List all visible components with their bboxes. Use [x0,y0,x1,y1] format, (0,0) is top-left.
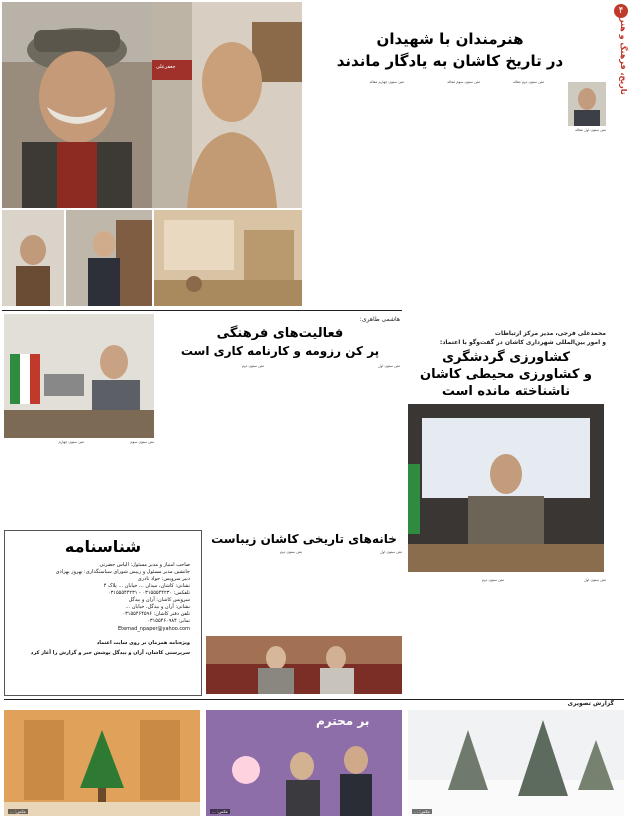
shenasnameh-row: صاحب امتیاز و مدیر مسئول: الیاس حضرتی [99,562,190,568]
official-desk-photo [4,314,154,438]
right-body-col-1: متن ستون اول [584,578,606,582]
photo-report-rule [4,699,624,700]
shenasnameh-row: دبیر سرویس: جواد نادری [137,576,190,582]
museum-room-photo [154,210,302,306]
lead-body-col-1: متن ستون اول مقاله [575,128,606,132]
shenasnameh-title: شناسنامه [64,537,142,556]
shenasnameh-row: نمابر: ۰۳۱۵۵۴۶۰۹۸۴ [147,618,190,624]
lead-body-col-4: متن ستون چهارم مقاله [369,80,404,84]
left-title-line2: پر کن رزومه و کارنامه کاری است [180,344,380,358]
right-kicker: محمدعلی فرجی، مدیر مرکز ارتباطات [494,330,606,337]
side-band [612,0,630,250]
photo-caption: عکس: ... [10,809,27,814]
photo-caption: عکس: ... [212,809,229,814]
official-interview-photo [408,404,604,572]
left-title: فعالیت‌های فرهنگی [216,326,344,341]
side-band-label: تاریخ، فرهنگ و هنر [619,18,628,95]
photo-report-label: گزارش تصویری [567,700,614,707]
ceremony-photo [206,710,402,816]
shenasnameh-row: نشانی: آران و بیدگل، خیابان ... [125,604,190,610]
visitor-photo [66,210,152,306]
left-body-col-4: متن ستون چهارم [58,440,84,444]
right-title-line2: و کشاورزی محیطی کاشان [419,367,593,382]
house-visit-photo [206,636,402,694]
shenasnameh-site-note: ویژه‌نامه همزمان بر روی سایت اعتماد [96,640,190,646]
snow-photo [408,710,624,816]
courtyard-tree-photo [4,710,200,816]
lead-title-line2: در تاریخ کاشان به یادگار ماندند [336,52,564,70]
boy-photo [2,210,64,306]
shenasnameh-row: سرویس کاشان: آران و بیدگل [128,597,190,603]
shenasnameh-note: سرپرستی کاشان، آران و بیدگل پوشش خبر و گزارش را آغاز کرد [30,650,190,656]
right-body-col-2: متن ستون دوم [481,578,504,582]
shenasnameh-row: تلفکس: ۰۳۱۵۵۵۴۴۲۳۰ - ۰۳۱۵۵۵۴۴۲۳۱ [107,590,190,596]
shenasnameh-row: تلفن دفتر کاشان: ۰۳۱۵۵۴۶۴۵۹۶ [122,611,190,617]
house-body-col-2: متن ستون دوم [279,550,302,554]
lead-body-col-3: متن ستون سوم مقاله [447,80,480,84]
house-title: خانه‌های تاریخی کاشان زیباست [211,532,397,546]
lead-body-col-2: متن ستون دوم مقاله [512,80,544,84]
shenasnameh-row: جانشین مدیر مسئول و رییس شورای سیاستگذاری: بهروز بهزادی [55,569,190,575]
bust-sculpture-photo [152,2,302,208]
booth-label: جعفرعلی [156,64,176,70]
right-title-line3: ناشناخته مانده است [441,384,571,399]
lead-title: هنرمندان با شهیدان [376,30,524,48]
right-title: کشاورزی گردشگری [442,350,570,365]
shenasnameh-row: نشانی: کاشان، میدان ... خیابان ... پلاک ۴ [103,583,190,589]
author-portrait-photo [568,82,606,126]
right-kicker-line2: و امور بین‌المللی شهرداری کاشان در گفت‌وگو با اعتماد: [439,339,606,346]
page-number: ۴ [614,4,628,18]
banner-text: بر محترم [316,714,370,728]
house-body-col-1: متن ستون اول [380,550,402,554]
left-body-col-3: متن ستون سوم [130,440,154,444]
shenasnameh-email[interactable]: Etemad_npaper@yahoo.com [117,626,190,632]
left-body-col-2: متن ستون دوم [241,364,264,368]
section-divider [2,310,402,311]
artist-portrait-photo [2,2,152,208]
left-kicker: هاشمی طاهری: [359,316,400,323]
photo-caption: عکس: ... [414,809,431,814]
left-body-col-1: متن ستون اول [378,364,400,368]
